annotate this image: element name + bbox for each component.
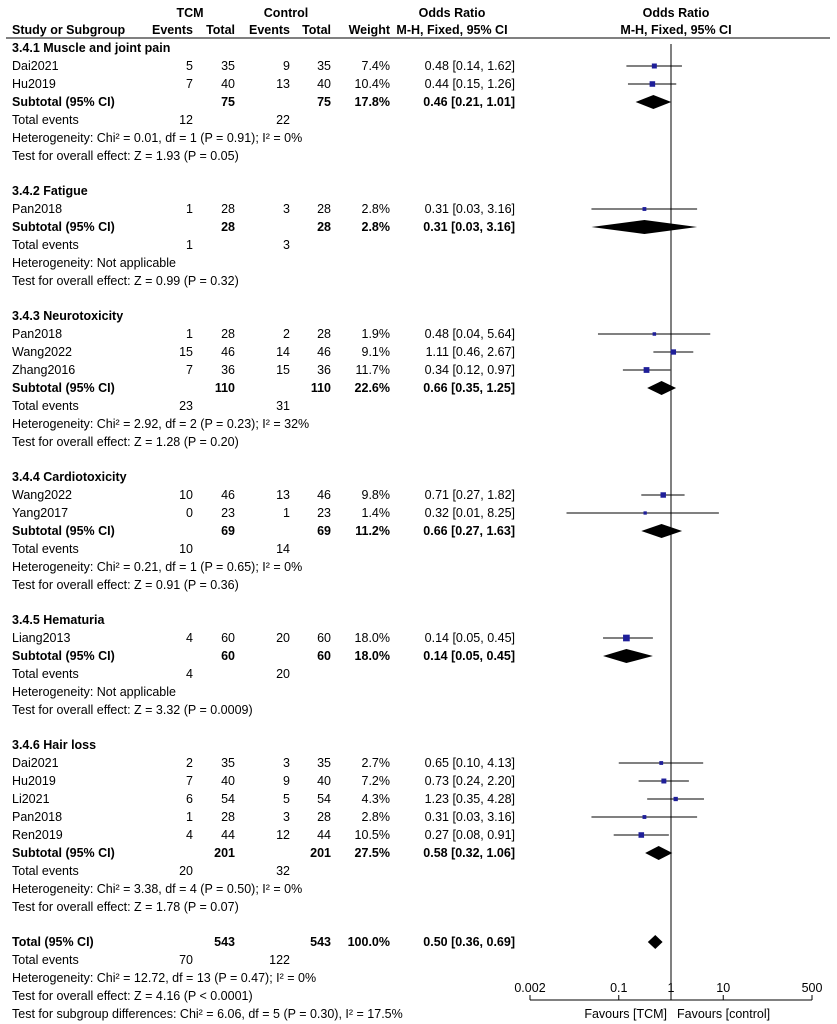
tcm-total: 46	[221, 488, 235, 502]
subtotal-diamond	[591, 220, 697, 234]
favours-control-label: Favours [control]	[677, 1007, 771, 1021]
study-marker	[671, 349, 676, 354]
overall-effect-text: Test for overall effect: Z = 0.99 (P = 0.32)	[12, 274, 239, 288]
tcm-total: 44	[221, 828, 235, 842]
tcm-events: 7	[186, 77, 193, 91]
study-name: Ren2019	[12, 828, 63, 842]
control-total: 28	[317, 202, 331, 216]
heterogeneity-text: Heterogeneity: Not applicable	[12, 256, 176, 270]
tcm-events: 0	[186, 506, 193, 520]
subtotal-control-total: 110	[310, 381, 331, 395]
total-events-control: 14	[276, 542, 290, 556]
study-weight: 2.8%	[361, 810, 390, 824]
control-events: 9	[283, 774, 290, 788]
heterogeneity-text: Heterogeneity: Chi² = 0.21, df = 1 (P = 0.65); I² = 0%	[12, 560, 303, 574]
control-events: 3	[283, 810, 290, 824]
total-events-control: 3	[283, 238, 290, 252]
total-weight: 100.0%	[347, 935, 390, 949]
study-marker	[650, 81, 656, 87]
study-name: Pan2018	[12, 810, 63, 824]
tcm-total: 54	[221, 792, 235, 806]
total-events-label: Total events	[12, 542, 79, 556]
subtotal-or-ci: 0.46 [0.21, 1.01]	[423, 95, 515, 109]
study-weight: 10.5%	[354, 828, 390, 842]
subgroup-title: 3.4.2 Fatigue	[12, 184, 88, 198]
subtotal-control-total: 75	[317, 95, 331, 109]
tcm-events: 7	[186, 363, 193, 377]
control-total: 23	[317, 506, 331, 520]
subtotal-weight: 2.8%	[361, 220, 390, 234]
header-method: M-H, Fixed, 95% CI	[396, 23, 508, 37]
study-name: Liang2013	[12, 631, 71, 645]
control-total: 40	[317, 774, 331, 788]
total-events-label: Total events	[12, 238, 79, 252]
header-study: Study or Subgroup	[12, 23, 126, 37]
x-tick-label: 0.1	[610, 981, 628, 995]
header-odds-ratio-plot: Odds Ratio	[642, 6, 710, 20]
total-events-tcm: 1	[186, 238, 193, 252]
subtotal-control-total: 60	[317, 649, 331, 663]
heterogeneity-text: Heterogeneity: Chi² = 3.38, df = 4 (P = 0.50); I² = 0%	[12, 882, 303, 896]
subtotal-diamond	[641, 524, 682, 538]
study-weight: 4.3%	[361, 792, 390, 806]
study-name: Pan2018	[12, 327, 63, 341]
subtotal-control-total: 201	[310, 846, 331, 860]
study-name: Wang2022	[12, 488, 72, 502]
control-total: 46	[317, 488, 331, 502]
tcm-total: 60	[221, 631, 235, 645]
study-weight: 18.0%	[354, 631, 390, 645]
tcm-total: 46	[221, 345, 235, 359]
study-name: Li2021	[12, 792, 50, 806]
control-total: 60	[317, 631, 331, 645]
x-tick-label: 0.002	[514, 981, 546, 995]
total-tcm-total: 543	[214, 935, 235, 949]
total-events-control: 31	[276, 399, 290, 413]
study-weight: 7.4%	[361, 59, 390, 73]
header-control: Control	[263, 6, 309, 20]
subtotal-tcm-total: 201	[214, 846, 235, 860]
subgroup-title: 3.4.6 Hair loss	[12, 738, 97, 752]
study-marker	[661, 492, 666, 497]
total-label: Total (95% CI)	[12, 935, 94, 949]
tcm-total: 40	[221, 774, 235, 788]
tcm-total: 28	[221, 327, 235, 341]
header-method-plot: M-H, Fixed, 95% CI	[620, 23, 732, 37]
study-weight: 10.4%	[354, 77, 390, 91]
subgroup-title: 3.4.4 Cardiotoxicity	[12, 470, 127, 484]
x-tick-label: 500	[801, 981, 823, 995]
header-total-tcm: Total	[206, 23, 235, 37]
study-or-ci: 0.48 [0.14, 1.62]	[424, 59, 515, 73]
study-or-ci: 0.73 [0.24, 2.20]	[424, 774, 515, 788]
overall-effect-text: Test for overall effect: Z = 3.32 (P = 0.0009)	[12, 703, 253, 717]
study-name: Yang2017	[12, 506, 69, 520]
tcm-total: 28	[221, 810, 235, 824]
study-or-ci: 0.44 [0.15, 1.26]	[424, 77, 515, 91]
tcm-events: 1	[186, 202, 193, 216]
subtotal-or-ci: 0.66 [0.27, 1.63]	[423, 524, 515, 538]
tcm-events: 1	[186, 327, 193, 341]
control-events: 13	[276, 488, 290, 502]
study-marker	[639, 832, 645, 838]
total-events-control: 22	[276, 113, 290, 127]
total-diamond	[648, 935, 663, 949]
study-or-ci: 0.32 [0.01, 8.25]	[424, 506, 515, 520]
tcm-events: 6	[186, 792, 193, 806]
study-or-ci: 0.65 [0.10, 4.13]	[424, 756, 515, 770]
study-name: Dai2021	[12, 756, 59, 770]
subtotal-control-total: 69	[317, 524, 331, 538]
subtotal-or-ci: 0.14 [0.05, 0.45]	[423, 649, 515, 663]
study-or-ci: 0.31 [0.03, 3.16]	[424, 202, 515, 216]
overall-effect-text: Test for overall effect: Z = 0.91 (P = 0.36)	[12, 578, 239, 592]
overall-effect-text: Test for overall effect: Z = 1.28 (P = 0.20)	[12, 435, 239, 449]
control-total: 40	[317, 77, 331, 91]
x-tick-label: 10	[716, 981, 731, 995]
control-total: 36	[317, 363, 331, 377]
subgroup-title: 3.4.1 Muscle and joint pain	[12, 41, 171, 55]
study-or-ci: 0.71 [0.27, 1.82]	[424, 488, 515, 502]
total-events-tcm: 23	[179, 399, 193, 413]
study-name: Zhang2016	[12, 363, 76, 377]
tcm-total: 35	[221, 59, 235, 73]
control-events: 13	[276, 77, 290, 91]
study-weight: 7.2%	[361, 774, 390, 788]
total-events-control: 20	[276, 667, 290, 681]
header-total-control: Total	[302, 23, 331, 37]
overall-events-control: 122	[269, 953, 290, 967]
tcm-events: 1	[186, 810, 193, 824]
header-events-tcm: Events	[152, 23, 193, 37]
subtotal-label: Subtotal (95% CI)	[12, 95, 115, 109]
heterogeneity-text: Heterogeneity: Chi² = 2.92, df = 2 (P = 0.23); I² = 32%	[12, 417, 310, 431]
subtotal-diamond	[603, 649, 653, 663]
total-events-tcm: 10	[179, 542, 193, 556]
subtotal-or-ci: 0.31 [0.03, 3.16]	[423, 220, 515, 234]
control-total: 35	[317, 756, 331, 770]
subtotal-label: Subtotal (95% CI)	[12, 649, 115, 663]
total-events-tcm: 20	[179, 864, 193, 878]
total-events-label: Total events	[12, 667, 79, 681]
subtotal-tcm-total: 110	[214, 381, 235, 395]
tcm-total: 35	[221, 756, 235, 770]
tcm-events: 4	[186, 631, 193, 645]
subtotal-or-ci: 0.58 [0.32, 1.06]	[423, 846, 515, 860]
favours-tcm-label: Favours [TCM]	[584, 1007, 667, 1021]
study-weight: 2.8%	[361, 202, 390, 216]
subgroup-title: 3.4.3 Neurotoxicity	[12, 309, 124, 323]
subtotal-or-ci: 0.66 [0.35, 1.25]	[423, 381, 515, 395]
subgroup-differences-text: Test for subgroup differences: Chi² = 6.06, df = 5 (P = 0.30), I² = 17.5%	[12, 1007, 403, 1021]
tcm-events: 5	[186, 59, 193, 73]
control-events: 14	[276, 345, 290, 359]
overall-effect-text: Test for overall effect: Z = 1.93 (P = 0.05)	[12, 149, 239, 163]
study-marker	[643, 511, 646, 514]
heterogeneity-text: Heterogeneity: Not applicable	[12, 685, 176, 699]
tcm-events: 2	[186, 756, 193, 770]
overall-events-tcm: 70	[179, 953, 193, 967]
study-name: Dai2021	[12, 59, 59, 73]
tcm-total: 40	[221, 77, 235, 91]
tcm-events: 4	[186, 828, 193, 842]
study-or-ci: 0.14 [0.05, 0.45]	[424, 631, 515, 645]
study-or-ci: 1.23 [0.35, 4.28]	[424, 792, 515, 806]
control-total: 28	[317, 810, 331, 824]
control-total: 28	[317, 327, 331, 341]
total-events-label: Total events	[12, 399, 79, 413]
control-events: 12	[276, 828, 290, 842]
study-weight: 2.7%	[361, 756, 390, 770]
subtotal-diamond	[647, 381, 676, 395]
study-marker	[661, 779, 666, 784]
x-tick-label: 1	[667, 981, 675, 995]
study-weight: 1.4%	[361, 506, 390, 520]
control-events: 5	[283, 792, 290, 806]
header-tcm: TCM	[176, 6, 204, 20]
study-weight: 9.1%	[361, 345, 390, 359]
study-or-ci: 1.11 [0.46, 2.67]	[425, 345, 515, 359]
subtotal-label: Subtotal (95% CI)	[12, 524, 115, 538]
study-or-ci: 0.34 [0.12, 0.97]	[424, 363, 515, 377]
study-marker	[653, 332, 657, 336]
tcm-events: 7	[186, 774, 193, 788]
study-or-ci: 0.31 [0.03, 3.16]	[424, 810, 515, 824]
study-name: Hu2019	[12, 774, 56, 788]
study-weight: 11.7%	[355, 363, 390, 377]
study-or-ci: 0.27 [0.08, 0.91]	[424, 828, 515, 842]
header-events-control: Events	[249, 23, 290, 37]
overall-events-label: Total events	[12, 953, 79, 967]
header-odds-ratio: Odds Ratio	[418, 6, 486, 20]
control-events: 15	[276, 363, 290, 377]
tcm-events: 10	[179, 488, 193, 502]
subtotal-control-total: 28	[317, 220, 331, 234]
tcm-total: 23	[221, 506, 235, 520]
subtotal-weight: 27.5%	[354, 846, 390, 860]
total-events-tcm: 12	[179, 113, 193, 127]
header-weight: Weight	[348, 23, 390, 37]
tcm-total: 36	[221, 363, 235, 377]
subtotal-label: Subtotal (95% CI)	[12, 220, 115, 234]
study-marker	[643, 815, 647, 819]
subtotal-weight: 11.2%	[355, 524, 390, 538]
subtotal-tcm-total: 28	[221, 220, 235, 234]
control-total: 44	[317, 828, 331, 842]
total-or-ci: 0.50 [0.36, 0.69]	[423, 935, 515, 949]
study-weight: 1.9%	[361, 327, 390, 341]
total-events-tcm: 4	[186, 667, 193, 681]
control-events: 20	[276, 631, 290, 645]
study-name: Pan2018	[12, 202, 63, 216]
study-marker	[644, 367, 650, 373]
control-events: 3	[283, 202, 290, 216]
subgroup-title: 3.4.5 Hematuria	[12, 613, 105, 627]
overall-heterogeneity-text: Heterogeneity: Chi² = 12.72, df = 13 (P = 0.47); I² = 0%	[12, 971, 317, 985]
total-events-label: Total events	[12, 864, 79, 878]
study-name: Wang2022	[12, 345, 72, 359]
total-events-label: Total events	[12, 113, 79, 127]
subtotal-weight: 22.6%	[354, 381, 390, 395]
subtotal-diamond	[645, 846, 672, 860]
control-events: 9	[283, 59, 290, 73]
tcm-total: 28	[221, 202, 235, 216]
study-marker	[652, 64, 657, 69]
subtotal-weight: 18.0%	[354, 649, 390, 663]
control-total: 54	[317, 792, 331, 806]
subtotal-tcm-total: 60	[221, 649, 235, 663]
subtotal-diamond	[636, 95, 672, 109]
study-marker	[659, 761, 663, 765]
subtotal-tcm-total: 69	[221, 524, 235, 538]
subtotal-label: Subtotal (95% CI)	[12, 846, 115, 860]
subtotal-label: Subtotal (95% CI)	[12, 381, 115, 395]
control-events: 1	[283, 506, 290, 520]
study-marker	[643, 207, 647, 211]
total-events-control: 32	[276, 864, 290, 878]
total-control-total: 543	[310, 935, 331, 949]
tcm-events: 15	[179, 345, 193, 359]
subtotal-weight: 17.8%	[354, 95, 390, 109]
control-events: 3	[283, 756, 290, 770]
control-total: 35	[317, 59, 331, 73]
study-weight: 9.8%	[361, 488, 390, 502]
study-or-ci: 0.48 [0.04, 5.64]	[424, 327, 515, 341]
study-marker	[623, 635, 630, 642]
control-total: 46	[317, 345, 331, 359]
study-name: Hu2019	[12, 77, 56, 91]
overall-test-text: Test for overall effect: Z = 4.16 (P < 0.0001)	[12, 989, 253, 1003]
subtotal-tcm-total: 75	[221, 95, 235, 109]
study-marker	[674, 797, 678, 801]
control-events: 2	[283, 327, 290, 341]
heterogeneity-text: Heterogeneity: Chi² = 0.01, df = 1 (P = 0.91); I² = 0%	[12, 131, 303, 145]
overall-effect-text: Test for overall effect: Z = 1.78 (P = 0.07)	[12, 900, 239, 914]
